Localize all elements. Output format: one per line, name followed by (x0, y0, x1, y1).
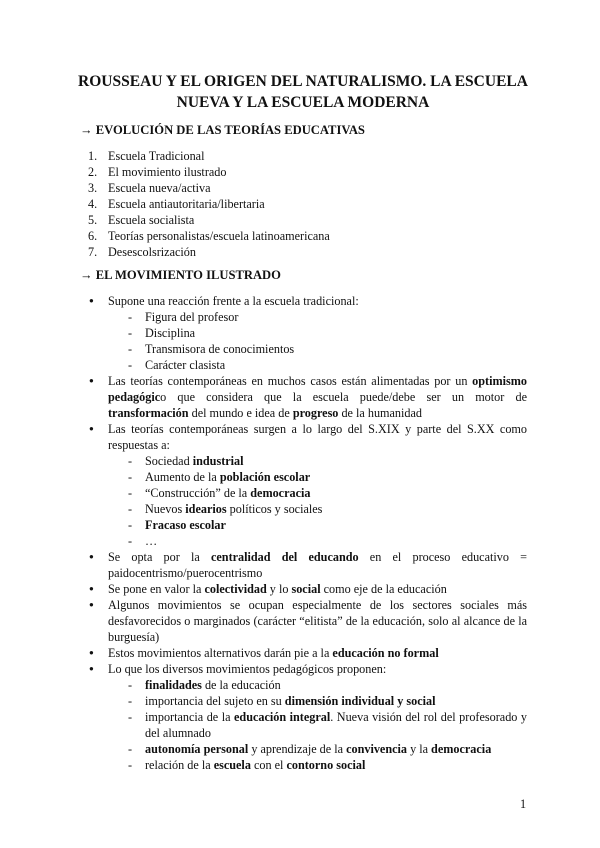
bold-text: finalidades (145, 678, 202, 692)
sub-item (108, 453, 527, 469)
text-segment: Sociedad (145, 454, 193, 468)
text-segment: de la educación (201, 678, 281, 692)
bold-text: autonomía personal (145, 742, 249, 756)
text-segment: Las teorías contemporáneas en muchos casos están alimentadas por un (108, 374, 473, 388)
dash-icon: - (128, 326, 133, 340)
text-segment: … (145, 534, 158, 548)
dash-icon: - (128, 710, 133, 724)
text-segment: relación de la (145, 758, 214, 772)
bullet-icon: ● (89, 648, 94, 657)
bullet-icon: ● (89, 296, 94, 305)
dash-icon: - (128, 518, 133, 532)
bold-text: contorno social (286, 758, 366, 772)
bullet-icon: ● (89, 664, 94, 673)
bold-text: transformación (108, 406, 189, 420)
sub-item (108, 677, 527, 693)
dash-icon: - (128, 470, 133, 484)
list-item (80, 148, 527, 164)
item-number: 1. (88, 149, 98, 163)
bold-text: educación integral (234, 710, 331, 724)
bold-text: dimensión individual y social (284, 694, 436, 708)
bullet-item (80, 373, 527, 421)
bullet-icon: ● (89, 424, 94, 433)
item-text: Desescolsrización (108, 245, 196, 259)
bullet-icon: ● (89, 552, 94, 561)
bold-text: convivencia (346, 742, 408, 756)
bold-text: social (291, 582, 321, 596)
item-number: 4. (88, 197, 98, 211)
bullet-item (80, 645, 527, 661)
text-segment: Figura del profesor (145, 310, 239, 324)
item-text: Escuela Tradicional (108, 149, 205, 163)
text-segment: Lo que los diversos movimientos pedagógicos proponen: (108, 662, 387, 676)
bullet-icon: ● (89, 376, 94, 385)
text-segment: Se opta por la (108, 550, 211, 564)
item-number: 2. (88, 165, 98, 179)
text-segment: importancia del sujeto en su (145, 694, 285, 708)
text-segment: Estos movimientos alternativos darán pie a la (108, 646, 333, 660)
item-number: 3. (88, 181, 98, 195)
sub-item (108, 357, 527, 373)
numbered-list (80, 148, 527, 260)
sub-item (108, 469, 527, 485)
text-segment: Disciplina (145, 326, 196, 340)
list-item (80, 212, 527, 228)
dash-icon: - (128, 502, 133, 516)
bullet-item (80, 597, 527, 645)
bullet-icon: ● (89, 584, 94, 593)
bold-text: educación no formal (332, 646, 439, 660)
text-segment: como eje de la educación (320, 582, 447, 596)
text-segment: Nuevos (145, 502, 186, 516)
bullet-item (80, 549, 527, 581)
dash-icon: - (128, 534, 133, 548)
item-text: Escuela socialista (108, 213, 195, 227)
text-segment: Aumento de la (145, 470, 220, 484)
sub-list (108, 453, 527, 549)
item-text: Escuela nueva/activa (108, 181, 211, 195)
dash-icon: - (128, 694, 133, 708)
dash-icon: - (128, 758, 133, 772)
sub-item (108, 517, 527, 533)
text-segment: importancia de la (145, 710, 234, 724)
bold-text: democracia (431, 742, 492, 756)
text-segment: con el (250, 758, 287, 772)
list-item (80, 180, 527, 196)
sub-list (108, 677, 527, 773)
sub-item (108, 709, 527, 741)
bold-text: optimismo pedagógic (108, 374, 527, 404)
item-text: Escuela antiautoritaria/libertaria (108, 197, 265, 211)
section-heading-movimiento: → EL MOVIMIENTO ILUSTRADO (80, 268, 281, 282)
bullet-item (80, 293, 527, 373)
dash-icon: - (128, 742, 133, 756)
text-segment: y lo (266, 582, 292, 596)
sub-item (108, 757, 527, 773)
text-segment: y la (407, 742, 432, 756)
bold-text: escuela (213, 758, 251, 772)
text-segment: o que considera que la escuela puede/debe ser un motor de (160, 390, 527, 404)
text-segment: Algunos movimientos se ocupan especialmente de los sectores sociales más desfavorecidos o marginados (carácter “elitista” de la educación, solo al alcance de la burguesía) (108, 598, 527, 644)
bullet-item (80, 421, 527, 549)
section-heading-evolucion: → EVOLUCIÓN DE LAS TEORÍAS EDUCATIVAS (80, 123, 365, 137)
text-segment: Se pone en valor la (108, 582, 205, 596)
text-segment: . Nueva visión del rol del profesorado y del alumnado (145, 710, 527, 740)
dash-icon: - (128, 678, 133, 692)
text-segment: en el proceso educativo = paidocentrismo/puerocentrismo (108, 550, 528, 580)
document-title: ROUSSEAU Y EL ORIGEN DEL NATURALISMO. LA ESCUELA NUEVA Y LA ESCUELA MODERNA (78, 73, 528, 111)
dash-icon: - (128, 454, 133, 468)
bold-text: progreso (292, 406, 339, 420)
sub-item (108, 693, 527, 709)
sub-item (108, 309, 527, 325)
dash-icon: - (128, 486, 133, 500)
sub-item (108, 501, 527, 517)
bold-text: idearios (185, 502, 227, 516)
list-item (80, 244, 527, 260)
page-number: 1 (520, 797, 527, 811)
item-number: 6. (88, 229, 98, 243)
bold-text: centralidad del educando (210, 550, 359, 564)
sub-item (108, 325, 527, 341)
dash-icon: - (128, 342, 133, 356)
sub-item (108, 533, 527, 549)
dash-icon: - (128, 358, 133, 372)
bold-text: industrial (192, 454, 244, 468)
item-number: 7. (88, 245, 98, 259)
item-text: El movimiento ilustrado (108, 165, 227, 179)
text-segment: Supone una reacción frente a la escuela tradicional: (108, 294, 359, 308)
sub-item (108, 741, 527, 757)
text-segment: y aprendizaje de la (248, 742, 347, 756)
dash-icon: - (128, 310, 133, 324)
bold-text: Fracaso escolar (145, 518, 226, 532)
text-segment: del mundo e idea de (188, 406, 293, 420)
sub-list (108, 309, 527, 373)
text-segment: Carácter clasista (145, 358, 226, 372)
list-item (80, 228, 527, 244)
bold-text: democracia (250, 486, 311, 500)
text-segment: Las teorías contemporáneas surgen a lo largo del S.XIX y parte del S.XX como respuestas a: (108, 422, 527, 452)
bold-text: población escolar (219, 470, 311, 484)
bullet-list (80, 293, 527, 773)
text-segment: “Construcción” de la (145, 486, 251, 500)
sub-item (108, 341, 527, 357)
bold-text: colectividad (204, 582, 267, 596)
text-segment: de la humanidad (338, 406, 422, 420)
bullet-item (80, 581, 527, 597)
text-segment: políticos y sociales (226, 502, 323, 516)
list-item (80, 164, 527, 180)
bullet-icon: ● (89, 600, 94, 609)
item-text: Teorías personalistas/escuela latinoamericana (108, 229, 330, 243)
bullet-item (80, 661, 527, 773)
sub-item (108, 485, 527, 501)
text-segment: Transmisora de conocimientos (145, 342, 295, 356)
item-number: 5. (88, 213, 98, 227)
list-item (80, 196, 527, 212)
